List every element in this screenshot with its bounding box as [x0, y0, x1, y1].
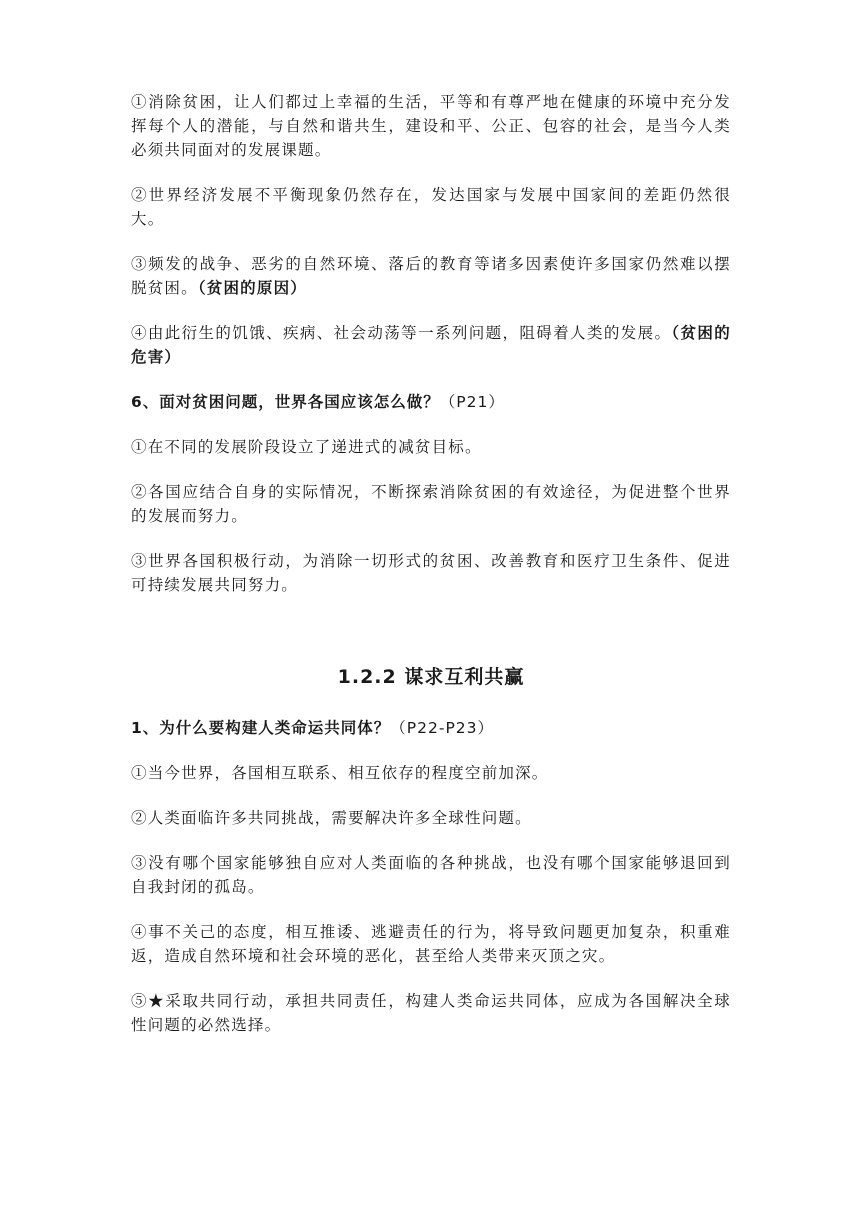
answer-item — [131, 851, 731, 899]
paragraph-text: ②世界经济发展不平衡现象仍然存在，发达国家与发展中国家间的差距仍然很大。 — [131, 186, 731, 228]
page-reference: （P22-P23） — [390, 719, 495, 737]
answer-text: ②人类面临许多共同挑战，需要解决许多全球性问题。 — [131, 809, 532, 827]
answer-item — [131, 920, 731, 968]
answer-text: ①当今世界，各国相互联系、相互依存的程度空前加深。 — [131, 764, 549, 782]
document-page — [131, 90, 731, 1058]
page-reference: （P21） — [439, 393, 505, 411]
section-title: 1.2.2 谋求互利共赢 — [337, 666, 525, 688]
paragraph-text: ①消除贫困，让人们都过上幸福的生活，平等和有尊严地在健康的环境中充分发挥每个人的潜能，与自然和谐共生，建设和平、公正、包容的社会，是当今人类必须共同面对的发展课题。 — [131, 93, 731, 159]
question-text: 1、为什么要构建人类命运共同体？ — [131, 719, 391, 737]
answer-item — [131, 480, 731, 528]
answer-text: ②各国应结合自身的实际情况，不断探索消除贫困的有效途径，为促进整个世界的发展而努力。 — [131, 483, 731, 525]
paragraph-uneven-development — [131, 183, 731, 231]
paragraph-poverty-harms — [131, 321, 731, 369]
answer-item — [131, 435, 731, 459]
answer-text: ③没有哪个国家能够独自应对人类面临的各种挑战，也没有哪个国家能够退回到自我封闭的孤岛。 — [131, 854, 731, 896]
paragraph-note: （贫困的原因） — [197, 279, 307, 297]
paragraph-text: ④由此衍生的饥饿、疾病、社会动荡等一系列问题，阻碍着人类的发展。 — [131, 324, 672, 342]
answer-item — [131, 549, 731, 597]
paragraph-eliminate-poverty — [131, 90, 731, 162]
paragraph-poverty-causes — [131, 252, 731, 300]
answer-text: ④事不关己的态度，相互推诿、逃避责任的行为，将导致问题更加复杂，积重难返，造成自然环境和社会环境的恶化，甚至给人类带来灭顶之灾。 — [131, 923, 731, 965]
question-text: 6、面对贫困问题，世界各国应该怎么做？ — [131, 393, 440, 411]
paragraph-note: （贫困的危害） — [131, 324, 731, 366]
question-1-heading — [131, 716, 731, 740]
paragraph-text: ③频发的战争、恶劣的自然环境、落后的教育等诸多因素使许多国家仍然难以摆脱贫困。 — [131, 255, 731, 297]
answer-item — [131, 761, 731, 785]
answer-text: ⑤★采取共同行动，承担共同责任，构建人类命运共同体，应成为各国解决全球性问题的必然选择。 — [131, 992, 731, 1034]
answer-text: ①在不同的发展阶段设立了递进式的减贫目标。 — [131, 438, 482, 456]
question-6-heading — [131, 390, 731, 414]
answer-item — [131, 806, 731, 830]
answer-item — [131, 989, 731, 1037]
answer-text: ③世界各国积极行动，为消除一切形式的贫困、改善教育和医疗卫生条件、促进可持续发展共同努力。 — [131, 552, 731, 594]
